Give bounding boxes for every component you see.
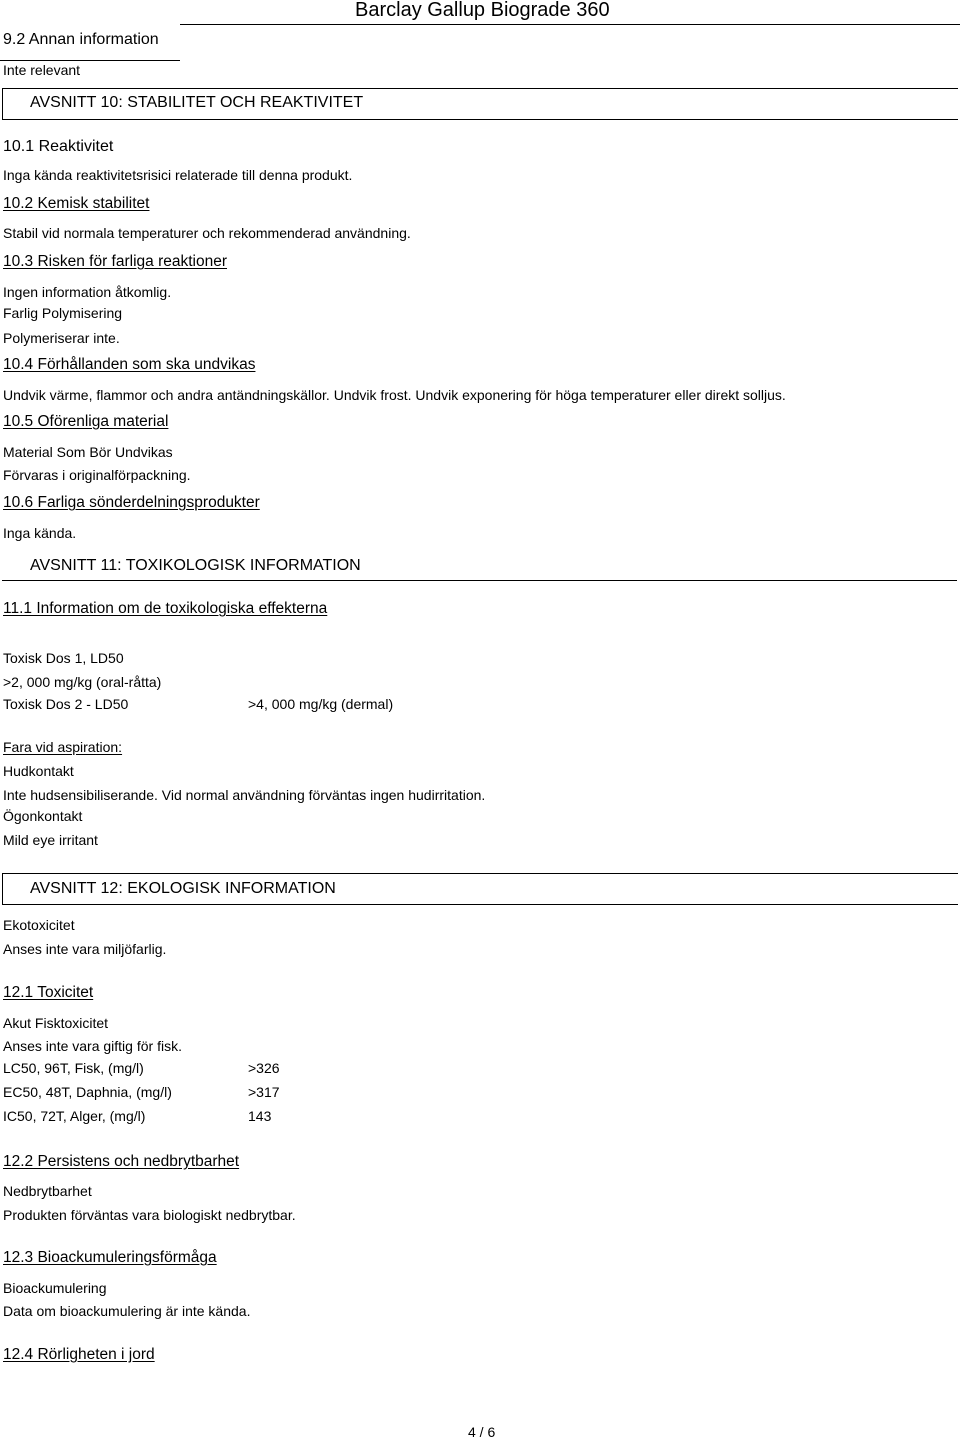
heading-10-5: 10.5 Oförenliga material bbox=[3, 413, 169, 430]
header-rule bbox=[180, 24, 960, 25]
tox-row-name: EC50, 48T, Daphnia, (mg/l) bbox=[3, 1084, 172, 1100]
text-10-2: Stabil vid normala temperaturer och rekommenderad användning. bbox=[3, 225, 411, 241]
tox1-label: Toxisk Dos 1, LD50 bbox=[3, 650, 124, 666]
heading-12-4: 12.4 Rörligheten i jord bbox=[3, 1346, 155, 1363]
skin-text: Inte hudsensibiliserande. Vid normal användning förväntas ingen hudirritation. bbox=[3, 787, 486, 803]
tox-row-name: IC50, 72T, Alger, (mg/l) bbox=[3, 1108, 146, 1124]
skin-label: Hudkontakt bbox=[3, 763, 74, 779]
eye-label: Ögonkontakt bbox=[3, 808, 83, 824]
label-10-3: Farlig Polymisering bbox=[3, 305, 123, 321]
heading-10-6: 10.6 Farliga sönderdelningsprodukter bbox=[3, 494, 260, 511]
page-number: 4 / 6 bbox=[468, 1424, 496, 1440]
heading-12-2: 12.2 Persistens och nedbrytbarhet bbox=[3, 1153, 240, 1170]
text-12-3: Data om bioackumulering är inte kända. bbox=[3, 1303, 251, 1319]
text-10-6: Inga kända. bbox=[3, 525, 77, 541]
text-12-2: Produkten förväntas vara biologiskt nedbrytbar. bbox=[3, 1207, 296, 1223]
eco-text: Anses inte vara miljöfarlig. bbox=[3, 941, 167, 957]
aspiration-label: Fara vid aspiration: bbox=[3, 739, 123, 755]
text-10-5: Förvaras i originalförpackning. bbox=[3, 467, 191, 483]
heading-12-3: 12.3 Bioackumuleringsförmåga bbox=[3, 1249, 217, 1266]
label-12-1: Akut Fisktoxicitet bbox=[3, 1015, 109, 1031]
section-11-rule bbox=[2, 580, 957, 581]
tox2-label: Toxisk Dos 2 - LD50 bbox=[3, 696, 129, 712]
label-12-3: Bioackumulering bbox=[3, 1280, 107, 1296]
heading-10-2: 10.2 Kemisk stabilitet bbox=[3, 195, 150, 212]
text-12-1: Anses inte vara giftig för fisk. bbox=[3, 1038, 182, 1054]
heading-10-1: 10.1 Reaktivitet bbox=[3, 138, 114, 155]
label-10-5: Material Som Bör Undvikas bbox=[3, 444, 173, 460]
tox-row-value: 143 bbox=[248, 1108, 272, 1124]
text-9-2: Inte relevant bbox=[3, 62, 81, 78]
eco-label: Ekotoxicitet bbox=[3, 917, 75, 933]
heading-9-2: 9.2 Annan information bbox=[3, 31, 159, 48]
tox1-value: >2, 000 mg/kg (oral-råtta) bbox=[3, 674, 162, 690]
section-12-title: AVSNITT 12: EKOLOGISK INFORMATION bbox=[30, 880, 336, 897]
tox-row-value: >317 bbox=[248, 1084, 280, 1100]
section-10-title: AVSNITT 10: STABILITET OCH REAKTIVITET bbox=[30, 94, 364, 111]
text-10-3a: Ingen information åtkomlig. bbox=[3, 284, 172, 300]
tox-row-name: LC50, 96T, Fisk, (mg/l) bbox=[3, 1060, 144, 1076]
heading-10-3: 10.3 Risken för farliga reaktioner bbox=[3, 253, 228, 270]
heading-10-4: 10.4 Förhållanden som ska undvikas bbox=[3, 356, 256, 373]
heading-11-1: 11.1 Information om de toxikologiska effekterna bbox=[3, 600, 328, 617]
tox2-value: >4, 000 mg/kg (dermal) bbox=[248, 696, 394, 712]
text-10-1: Inga kända reaktivitetsrisici relaterade till denna produkt. bbox=[3, 167, 353, 183]
eye-text: Mild eye irritant bbox=[3, 832, 98, 848]
text-10-4: Undvik värme, flammor och andra antändningskällor. Undvik frost. Undvik exponering för höga temperaturer eller direkt solljus. bbox=[3, 387, 786, 403]
tox-row-value: >326 bbox=[248, 1060, 280, 1076]
product-title: Barclay Gallup Biograde 360 bbox=[355, 0, 610, 21]
text-10-3b: Polymeriserar inte. bbox=[3, 330, 120, 346]
label-12-2: Nedbrytbarhet bbox=[3, 1183, 92, 1199]
heading-12-1: 12.1 Toxicitet bbox=[3, 984, 94, 1001]
section-11-title: AVSNITT 11: TOXIKOLOGISK INFORMATION bbox=[30, 557, 361, 574]
